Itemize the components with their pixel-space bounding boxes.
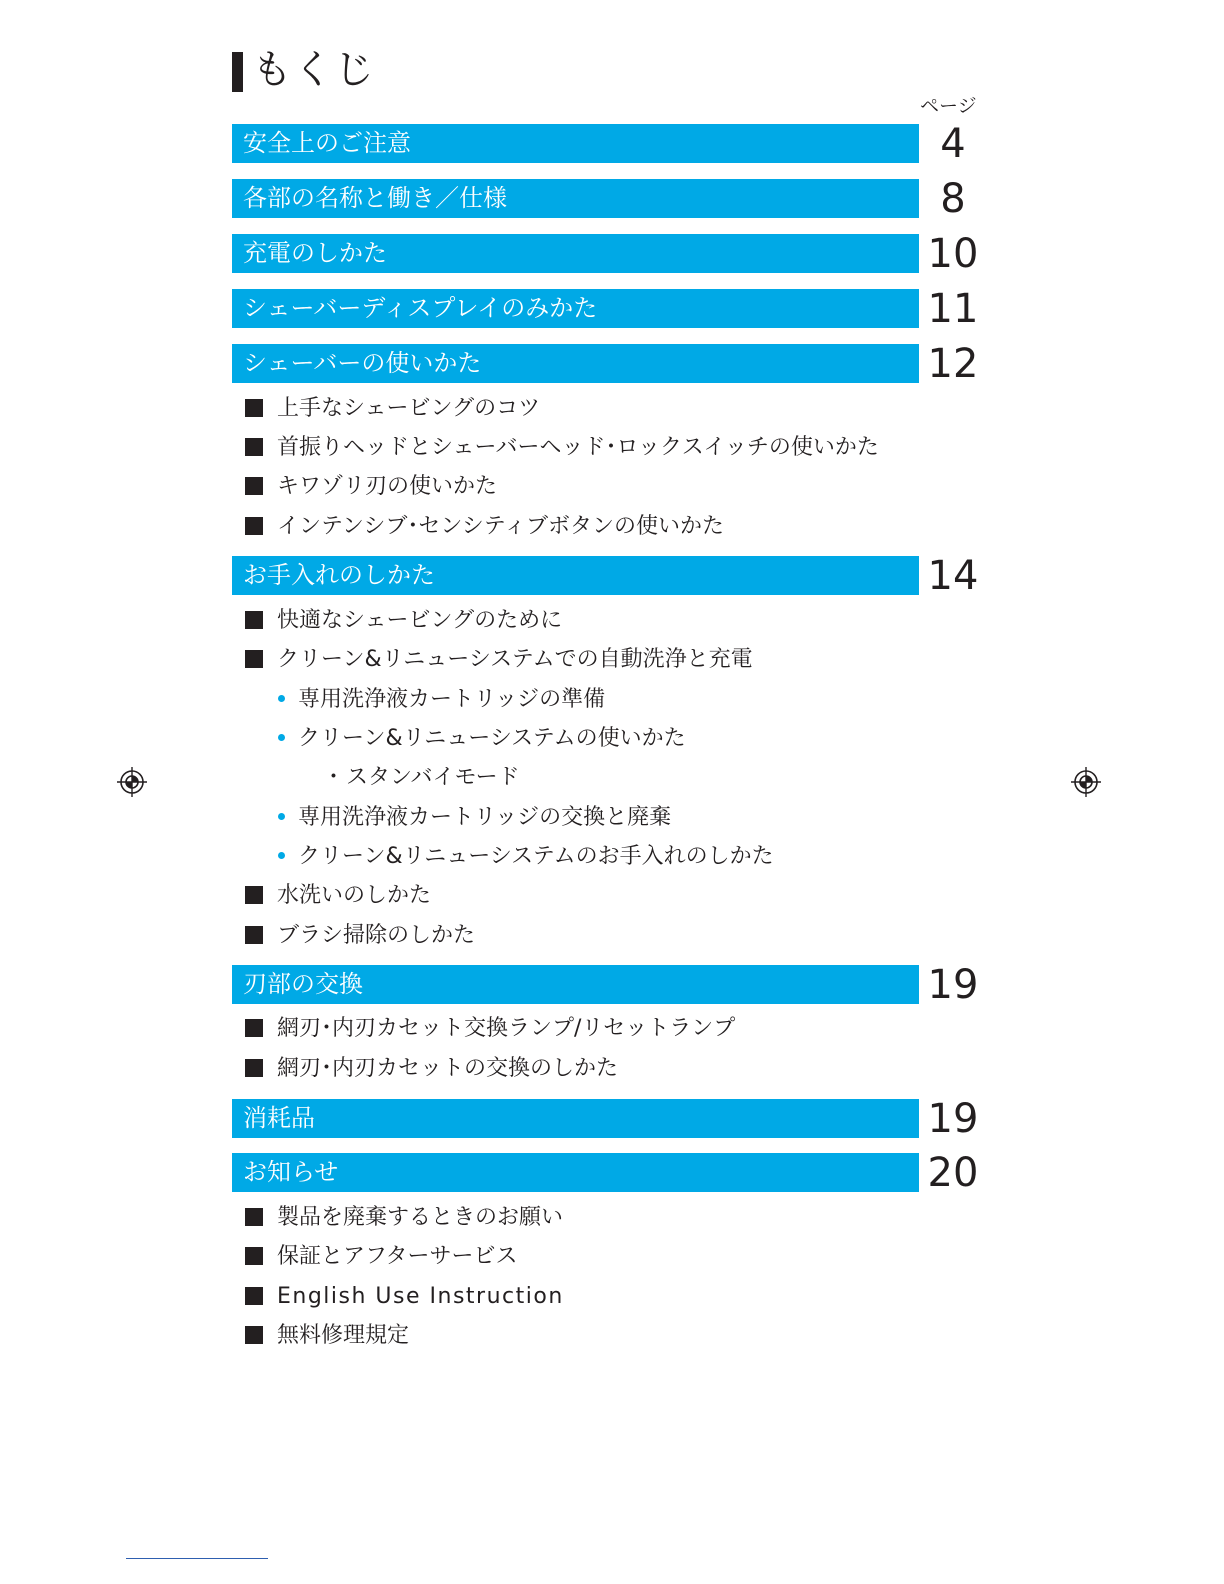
square-bullet-icon bbox=[245, 1019, 263, 1037]
dot-bullet-icon bbox=[278, 695, 285, 702]
section-parts[interactable]: 各部の名称と働き／仕様 bbox=[232, 179, 919, 218]
list-item[interactable]: クリーン&リニューシステムのお手入れのしかた bbox=[278, 843, 774, 871]
list-item[interactable]: 専用洗浄液カートリッジの交換と廃棄 bbox=[278, 804, 671, 832]
list-item[interactable]: 保証とアフターサービス bbox=[245, 1243, 517, 1271]
section-page-number: 14 bbox=[927, 553, 979, 599]
page-column-label: ページ bbox=[920, 95, 977, 117]
list-item[interactable]: ･ スタンバイモード bbox=[328, 765, 520, 790]
section-page-number: 19 bbox=[927, 1096, 979, 1142]
list-item[interactable]: 快適なシェービングのために bbox=[245, 607, 562, 635]
section-display[interactable]: シェーバーディスプレイのみかた bbox=[232, 289, 919, 328]
list-item[interactable]: 無料修理規定 bbox=[245, 1322, 409, 1350]
section-charging[interactable]: 充電のしかた bbox=[232, 234, 919, 273]
list-item[interactable]: English Use Instruction bbox=[245, 1283, 564, 1311]
section-page-number: 12 bbox=[927, 341, 979, 387]
square-bullet-icon bbox=[245, 438, 263, 456]
list-item[interactable]: 上手なシェービングのコツ bbox=[245, 395, 540, 423]
section-page-number: 4 bbox=[940, 121, 966, 167]
list-item[interactable]: インテンシブ･センシティブボタンの使いかた bbox=[245, 513, 724, 541]
list-item[interactable]: 水洗いのしかた bbox=[245, 882, 431, 910]
dot-bullet-icon bbox=[278, 734, 285, 741]
square-bullet-icon bbox=[245, 1247, 263, 1265]
square-bullet-icon bbox=[245, 1059, 263, 1077]
section-page-number: 19 bbox=[927, 962, 979, 1008]
square-bullet-icon bbox=[245, 1208, 263, 1226]
section-page-number: 10 bbox=[927, 231, 979, 277]
section-safety[interactable]: 安全上のご注意 bbox=[232, 124, 919, 163]
dot-bullet-icon bbox=[278, 813, 285, 820]
list-item[interactable]: キワゾリ刃の使いかた bbox=[245, 473, 497, 501]
square-bullet-icon bbox=[245, 886, 263, 904]
dot-bullet-icon bbox=[278, 852, 285, 859]
list-item[interactable]: 首振りヘッドとシェーバーヘッド･ロックスイッチの使いかた bbox=[245, 434, 879, 462]
section-page-number: 11 bbox=[927, 286, 979, 332]
list-item[interactable]: 専用洗浄液カートリッジの準備 bbox=[278, 686, 605, 714]
square-bullet-icon bbox=[245, 1326, 263, 1344]
square-bullet-icon bbox=[245, 611, 263, 629]
title-marker bbox=[232, 52, 243, 92]
list-item[interactable]: クリーン&リニューシステムでの自動洗浄と充電 bbox=[245, 646, 753, 674]
footer-rule bbox=[126, 1558, 268, 1559]
registration-mark-icon bbox=[117, 767, 147, 797]
registration-mark-icon bbox=[1071, 767, 1101, 797]
section-care[interactable]: お手入れのしかた bbox=[232, 556, 919, 595]
section-page-number: 20 bbox=[927, 1150, 979, 1196]
list-item[interactable]: 製品を廃棄するときのお願い bbox=[245, 1204, 563, 1232]
section-notice[interactable]: お知らせ bbox=[232, 1153, 919, 1192]
section-usage[interactable]: シェーバーの使いかた bbox=[232, 344, 919, 383]
square-bullet-icon bbox=[245, 1287, 263, 1305]
square-bullet-icon bbox=[245, 650, 263, 668]
square-bullet-icon bbox=[245, 517, 263, 535]
square-bullet-icon bbox=[245, 926, 263, 944]
page-title: もくじ bbox=[252, 47, 375, 93]
list-item[interactable]: クリーン&リニューシステムの使いかた bbox=[278, 725, 686, 753]
square-bullet-icon bbox=[245, 399, 263, 417]
section-consumables[interactable]: 消耗品 bbox=[232, 1099, 919, 1138]
square-bullet-icon bbox=[245, 477, 263, 495]
section-blade-replacement[interactable]: 刃部の交換 bbox=[232, 965, 919, 1004]
list-item[interactable]: ブラシ掃除のしかた bbox=[245, 922, 475, 950]
section-page-number: 8 bbox=[940, 176, 966, 222]
list-item[interactable]: 網刃･内刃カセット交換ランプ/リセットランプ bbox=[245, 1015, 735, 1043]
list-item[interactable]: 網刃･内刃カセットの交換のしかた bbox=[245, 1055, 618, 1083]
